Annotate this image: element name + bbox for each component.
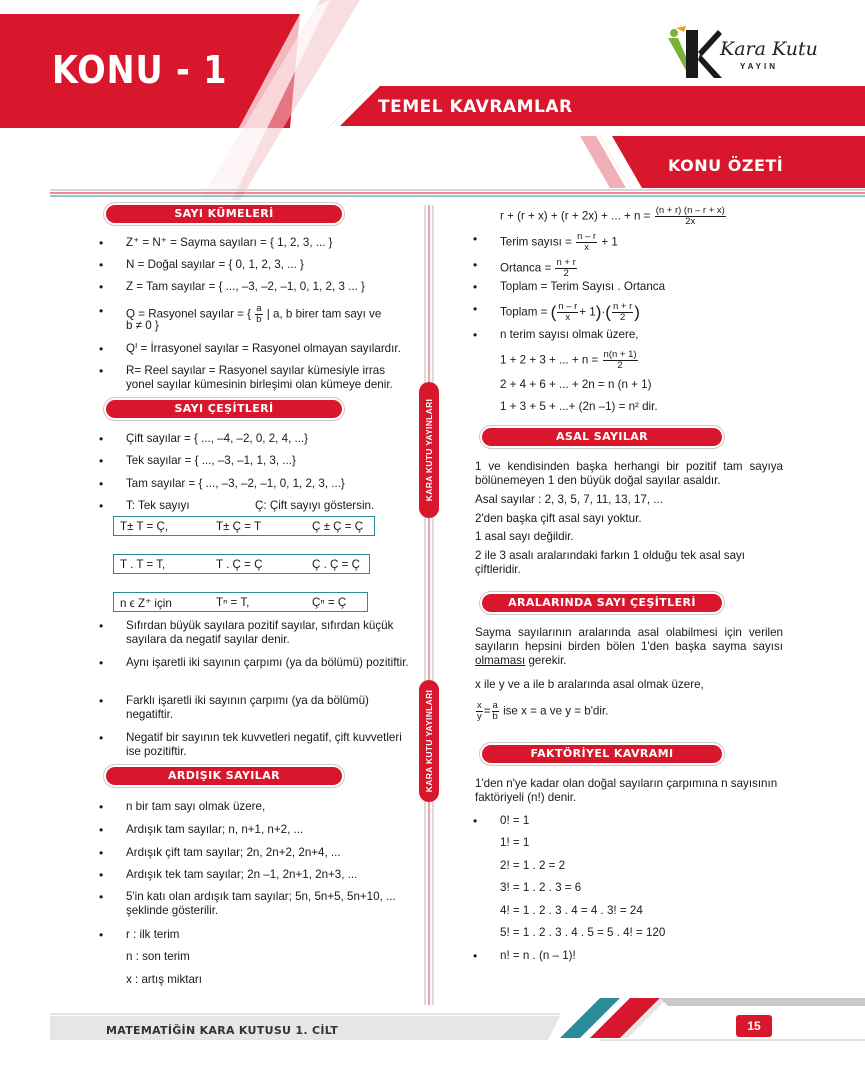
denominator: x: [584, 242, 589, 253]
denominator: b: [492, 711, 498, 722]
paragraph: [475, 626, 783, 668]
numerator: n(n + 1): [603, 349, 637, 360]
parity-sum-box: [113, 516, 375, 536]
fraction: [555, 258, 576, 279]
paragraph: 1 ve kendisinden başka herhangi bir pozitif tam sayıya bölünemeyen 1 den büyük doğal sayılar asaldır.: [475, 460, 783, 487]
list-item: [500, 258, 578, 279]
list-item: • r : ilk terim: [126, 928, 179, 942]
list-item: • 0! = 1: [500, 814, 529, 828]
list-item: • Ardışık tam sayılar; n, n+1, n+2, ...: [126, 823, 303, 837]
denominator: 2: [619, 312, 626, 323]
side-tab-1-text: KARA KUTU YAYINLARI: [424, 398, 434, 502]
label: Ortanca =: [500, 261, 552, 275]
numerator: x: [477, 700, 482, 711]
denominator: x: [565, 312, 571, 323]
paragraph: Asal sayılar : 2, 3, 5, 7, 11, 13, 17, ...: [475, 493, 663, 506]
banner-aralarinda: ARALARINDA SAYI ÇEŞİTLERİ: [482, 594, 722, 612]
list-item: • Ardışık çift tam sayılar; 2n, 2n+2, 2n+4, ...: [126, 846, 341, 860]
list-item: • Ardışık tek tam sayılar; 2n –1, 2n+1, 2n+3, ...: [126, 868, 357, 882]
box-cell: T± T = Ç,: [120, 520, 169, 533]
plus: + 1: [579, 305, 596, 319]
numerator: (n + r) (n – r + x): [655, 205, 725, 216]
box-cell: T± Ç = T: [216, 520, 262, 533]
rational-set-cond: | a, b birer tam sayı ve: [266, 307, 382, 321]
label: Toplam =: [500, 305, 548, 319]
fraction: [576, 232, 597, 253]
denominator: 2x: [685, 216, 696, 227]
formula-left: r + (r + x) + (r + 2x) + ... + n =: [500, 209, 651, 223]
sum-formula: 2 + 4 + 6 + ... + 2n = n (n + 1): [500, 378, 652, 391]
column-divider: [422, 205, 436, 1005]
list-item: • Çift sayılar = { ..., –4, –2, 0, 2, 4, ...}: [126, 432, 308, 446]
list-item: • Tek sayılar = { ..., –3, –1, 1, 3, ...}: [126, 454, 296, 468]
list-item: • Toplam = ( $\frac{n - r}{x}$ + 1)·( $\frac{n + r}{2}$ ): [500, 302, 640, 323]
denominator: b: [256, 314, 262, 325]
list-item: • N = Doğal sayılar = { 0, 1, 2, 3, ... }: [126, 258, 304, 272]
book-title: MATEMATİĞİN KARA KUTUSU 1. CİLT: [106, 1024, 339, 1037]
equals: =: [483, 704, 491, 718]
list-item: • n bir tam sayı olmak üzere,: [126, 800, 265, 814]
box-cell: T . T = T,: [120, 558, 166, 571]
list-item-cont: x : artış miktarı: [126, 973, 203, 986]
fraction: [255, 304, 262, 325]
fraction: [612, 302, 633, 323]
denominator: y: [477, 711, 482, 722]
parity-power-box: [113, 592, 368, 612]
list-item: • Z⁺ = N⁺ = Sayma sayıları = { 1, 2, 3, ... }: [126, 236, 333, 250]
list-item: • Aynı işaretli iki sayının çarpımı (ya da bölümü) pozitiftir.: [126, 656, 412, 670]
rational-set-start: Q = Rasyonel sayılar = {: [126, 307, 252, 321]
list-item: • Negatif bir sayının tek kuvvetleri negatif, çift kuvvetleri ise pozitiftir.: [126, 731, 412, 759]
text: ise x = a ve y = b'dir.: [503, 704, 609, 718]
box-cell: n ϵ Z⁺ için: [120, 597, 172, 610]
ratio-formula: [475, 701, 608, 722]
arith-series-formula: [500, 206, 727, 227]
numerator: n – r: [577, 231, 597, 242]
paragraph: x ile y ve a ile b aralarında asal olmak üzere,: [475, 678, 704, 691]
summary-label: KONU ÖZETİ: [668, 156, 784, 175]
banner-ardisik: ARDIŞIK SAYILAR: [106, 767, 342, 785]
topic-title: TEMEL KAVRAMLAR: [378, 97, 573, 117]
paragraph: 2'den başka çift asal sayı yoktur.: [475, 512, 642, 525]
formula-left: 1 + 2 + 3 + ... + n =: [500, 353, 599, 367]
numerator: a: [492, 700, 498, 711]
numerator: n + r: [612, 301, 633, 312]
list-item-cont: n : son terim: [126, 950, 190, 963]
list-item: • Tam sayılar = { ..., –3, –2, –1, 0, 1, 2, 3, ...}: [126, 477, 345, 491]
box-cell: Ç . Ç = Ç: [312, 558, 360, 571]
factorial-line: 5! = 1 . 2 . 3 . 4 . 5 = 5 . 4! = 120: [500, 926, 666, 939]
list-item-cont: b ≠ 0 }: [126, 319, 159, 332]
parity-product-box: [113, 554, 370, 574]
banner-sayi-cesitleri: SAYI ÇEŞİTLERİ: [106, 400, 342, 418]
list-item: • Toplam = Terim Sayısı . Ortanca: [500, 280, 665, 294]
sum-formula: 1 + 3 + 5 + ...+ (2n –1) = n² dir.: [500, 400, 658, 413]
fraction: [476, 701, 483, 722]
list-item: • Z = Tam sayılar = { ..., –3, –2, –1, 0, 1, 2, 3 ... }: [126, 280, 365, 294]
list-item: • n! = n . (n – 1)!: [500, 949, 576, 963]
tail: + 1: [601, 235, 618, 249]
chapter-title: KONU - 1: [52, 48, 228, 92]
underlined-text: olmaması: [475, 654, 526, 667]
even-def: Ç: Çift sayıyı göstersin.: [255, 499, 375, 512]
side-tab-2-text: KARA KUTU YAYINLARI: [424, 689, 434, 793]
fraction: [492, 701, 499, 722]
factorial-line: 1! = 1: [500, 836, 530, 849]
numerator: n – r: [558, 301, 578, 312]
paragraph: 1 asal sayı değildir.: [475, 530, 574, 543]
paragraph: 2 ile 3 asalı aralarındaki farkın 1 olduğu tek asal sayı çiftleridir.: [475, 549, 746, 576]
text: gerekir.: [525, 654, 567, 667]
list-item: • T: Tek sayıyı: [126, 499, 190, 513]
banner-sayi-kumeleri: SAYI KÜMELERİ: [106, 205, 342, 223]
numerator: a: [256, 303, 262, 314]
box-cell: Ç ± Ç = Ç: [312, 520, 364, 533]
fraction: [603, 350, 638, 371]
denominator: 2: [563, 268, 569, 279]
page-number: 15: [736, 1015, 772, 1037]
text: Sayma sayılarının aralarında asal olabilmesi için verilen sayıların hepsini birden bölen 1'den başka sayma sayısı: [475, 626, 783, 653]
list-item: • Sıfırdan büyük sayılara pozitif sayılar, sıfırdan küçük sayılara da negatif sayılar denir.: [126, 619, 412, 647]
box-cell: T . Ç = Ç: [216, 558, 263, 571]
kara-kutu-logo: [662, 24, 722, 80]
list-item: • 5'in katı olan ardışık tam sayılar; 5n, 5n+5, 5n+10, ... şeklinde gösterilir.: [126, 890, 412, 918]
list-item: • Qᑊ = İrrasyonel sayılar = Rasyonel olmayan sayılardır.: [126, 342, 401, 356]
list-item: • Farklı işaretli iki sayının çarpımı (ya da bölümü) negatiftir.: [126, 694, 412, 722]
sum-formula: [500, 350, 639, 371]
list-item: [126, 304, 381, 325]
list-item: • R= Reel sayılar = Rasyonel sayılar kümesiyle irras: [126, 364, 385, 378]
numerator: n + r: [556, 257, 576, 268]
list-item: [500, 232, 618, 253]
denominator: 2: [617, 360, 623, 371]
logo-name: Kara Kutu: [720, 38, 818, 60]
factorial-line: 3! = 1 . 2 . 3 = 6: [500, 881, 582, 894]
list-item: • n terim sayısı olmak üzere,: [500, 328, 639, 342]
dot: ·: [601, 305, 606, 319]
box-cell: Tⁿ = T,: [216, 596, 250, 609]
fraction: [557, 302, 578, 323]
banner-asal: ASAL SAYILAR: [482, 428, 722, 446]
factorial-line: 4! = 1 . 2 . 3 . 4 = 4 . 3! = 24: [500, 904, 643, 917]
list-item-cont: yonel sayılar kümesinin birleşimi olan kümeye denir.: [126, 378, 393, 391]
banner-faktoriyel: FAKTÖRİYEL KAVRAMI: [482, 745, 722, 763]
box-cell: Çⁿ = Ç: [312, 596, 347, 609]
fraction: [655, 206, 726, 227]
logo-subtitle: YAYIN: [740, 62, 778, 71]
paragraph: 1'den n'ye kadar olan doğal sayıların çarpımına n sayısının faktöriyeli (n!) denir.: [475, 777, 778, 804]
label: Terim sayısı =: [500, 235, 572, 249]
factorial-line: 2! = 1 . 2 = 2: [500, 859, 566, 872]
